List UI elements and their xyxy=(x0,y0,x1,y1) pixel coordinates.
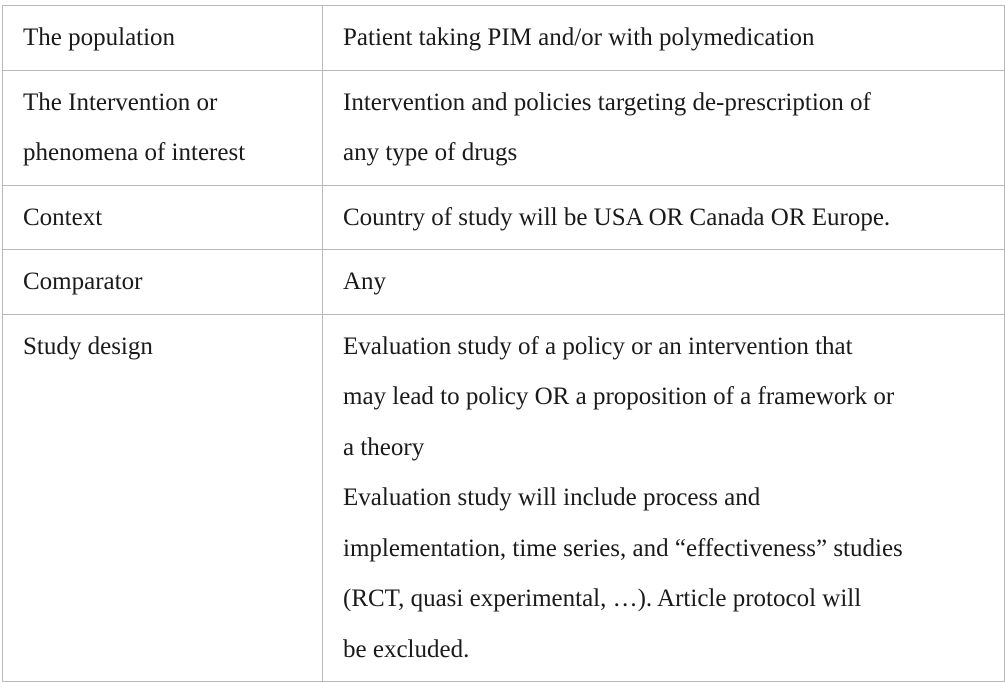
description-text: implementation, time series, and “effectiveness” studies xyxy=(343,534,903,562)
description-text: be excluded. xyxy=(343,635,470,663)
description-cell xyxy=(323,185,1005,250)
description-text: Any xyxy=(343,268,387,295)
criterion-text: The Intervention or xyxy=(23,88,218,116)
criterion-cell xyxy=(3,6,323,71)
description-cell xyxy=(323,6,1005,71)
description-text: (RCT, quasi experimental, …). Article protocol will xyxy=(343,585,862,612)
table-row-context xyxy=(3,185,1005,250)
criterion-text: Study design xyxy=(23,332,153,360)
criterion-text: Context xyxy=(23,203,103,231)
description-cell xyxy=(323,70,1005,185)
criterion-cell xyxy=(3,250,323,315)
criterion-text: Comparator xyxy=(23,268,143,295)
table-row-comparator xyxy=(3,250,1005,315)
table-row-intervention xyxy=(3,70,1005,185)
description-text: Country of study will be USA OR Canada OR Europe. xyxy=(343,203,891,231)
criteria-table xyxy=(2,5,1005,682)
description-text: may lead to policy OR a proposition of a framework or xyxy=(343,383,895,410)
criterion-cell xyxy=(3,70,323,185)
description-text: Evaluation study of a policy or an intervention that xyxy=(343,332,853,360)
table-row-population xyxy=(3,6,1005,71)
description-cell xyxy=(323,314,1005,682)
description-text: Evaluation study will include process and xyxy=(343,484,761,511)
description-text: a theory xyxy=(343,433,425,461)
criterion-cell xyxy=(3,185,323,250)
description-text: any type of drugs xyxy=(343,139,518,166)
description-text: Intervention and policies targeting de-prescription of xyxy=(343,88,871,116)
criterion-text: phenomena of interest xyxy=(23,139,246,166)
table-row-study-design xyxy=(3,314,1005,682)
description-text: Patient taking PIM and/or with polymedication xyxy=(343,24,815,51)
criterion-cell xyxy=(3,314,323,682)
description-cell xyxy=(323,250,1005,315)
criterion-text: The population xyxy=(23,24,176,51)
